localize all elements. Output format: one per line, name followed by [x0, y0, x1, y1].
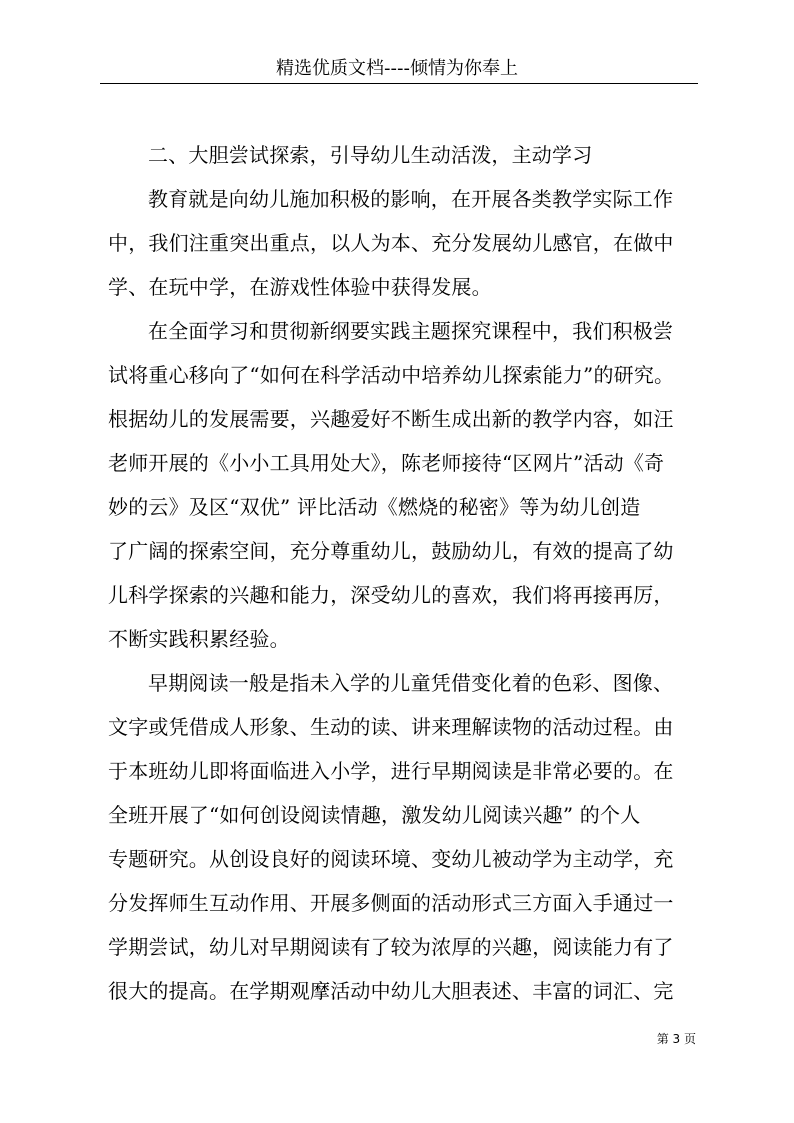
paragraph-line: 学期尝试，幼儿对早期阅读有了较为浓厚的兴趣，阅读能力有了: [108, 935, 674, 959]
paragraph-line: 分发挥师生互动作用、开展多侧面的活动形式三方面入手通过一: [108, 891, 674, 915]
paragraph-line: 于本班幼儿即将面临进入小学，进行早期阅读是非常必要的。在: [108, 759, 674, 783]
paragraph-line: 妙的云》及区“双优” 评比活动《燃烧的秘密》等为幼儿创造: [108, 495, 641, 519]
page-header-title: 精选优质文档----倾情为你奉上: [276, 58, 518, 79]
paragraph-line: 老师开展的《小小工具用处大》，陈老师接待“区网片”活动《奇: [108, 451, 665, 475]
paragraph-line: 文字或凭借成人形象、生动的读、讲来理解读物的活动过程。由: [108, 715, 674, 739]
paragraph-line: 了广阔的探索空间，充分尊重幼儿，鼓励幼儿，有效的提高了幼: [108, 539, 674, 563]
section-heading: 二、大胆尝试探索，引导幼儿生动活泼，主动学习: [148, 143, 593, 167]
paragraph-line: 教育就是向幼儿施加积极的影响，在开展各类教学实际工作: [148, 187, 674, 211]
paragraph-line: 早期阅读一般是指未入学的儿童凭借变化着的色彩、图像、: [148, 671, 674, 695]
paragraph-line: 全班开展了“如何创设阅读情趣，激发幼儿阅读兴趣” 的个人: [108, 803, 641, 827]
page-number: 第 3 页: [656, 1032, 696, 1046]
paragraph-line: 在全面学习和贯彻新纲要实践主题探究课程中，我们积极尝: [148, 319, 674, 343]
header-divider: [100, 83, 698, 84]
paragraph-line: 不断实践积累经验。: [108, 627, 290, 651]
paragraph-line: 中，我们注重突出重点，以人为本、充分发展幼儿感官，在做中: [108, 231, 674, 255]
paragraph-line: 根据幼儿的发展需要，兴趣爱好不断生成出新的教学内容，如汪: [108, 407, 674, 431]
paragraph-line: 试将重心移向了“如何在科学活动中培养幼儿探索能力”的研究。: [108, 363, 675, 387]
paragraph-line: 专题研究。从创设良好的阅读环境、变幼儿被动学为主动学，充: [108, 847, 674, 871]
paragraph-line: 很大的提高。在学期观摩活动中幼儿大胆表述、丰富的词汇、完: [108, 979, 674, 1003]
paragraph-line: 儿科学探索的兴趣和能力，深受幼儿的喜欢，我们将再接再厉，: [108, 583, 674, 607]
paragraph-line: 学、在玩中学，在游戏性体验中获得发展。: [108, 275, 492, 299]
